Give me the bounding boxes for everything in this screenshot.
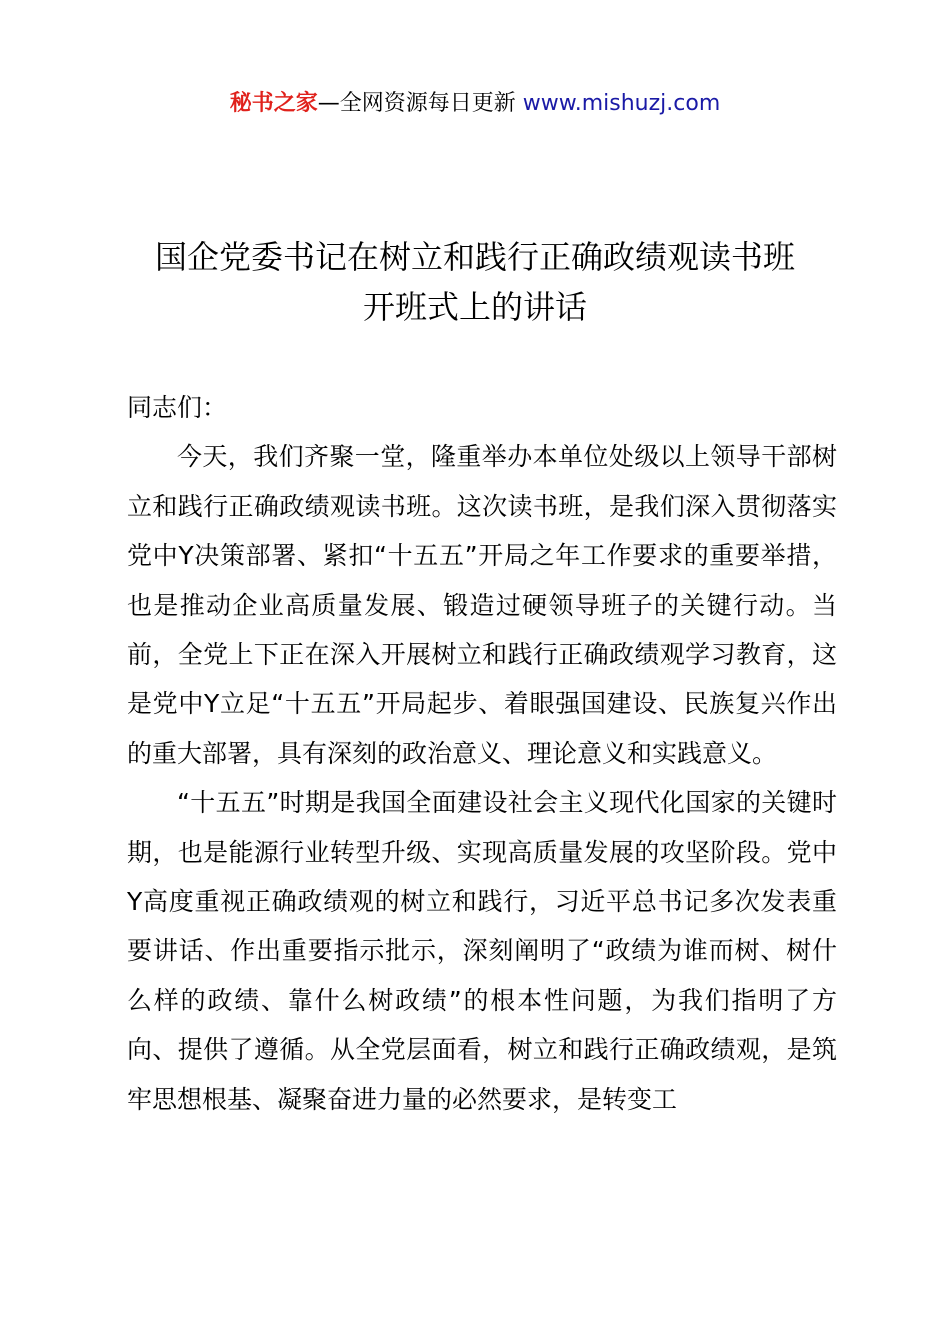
salutation: 同志们： [127, 393, 228, 422]
paragraph: “十五五”时期是我国全面建设社会主义现代化国家的关键时期，也是能源行业转型升级、实现高质量发展的攻坚阶段。党中Y高度重视正确政绩观的树立和践行，习近平总书记多次发表重要讲话、作出重要指示批示，深刻阐明了“政绩为谁而树、树什么样的政绩、靠什么树政绩”的根本性问题，为我们指明了方向、提供了遵循。从全党层面看，树立和践行正确政绩观，是筑牢思想根基、凝聚奋进力量的必然要求，是转变工 [127, 788, 837, 1114]
site-tagline: —全网资源每日更新 [317, 91, 523, 116]
document-title [100, 232, 850, 332]
site-url-link[interactable]: www.mishuzj.com [522, 91, 721, 116]
paragraph: 今天，我们齐聚一堂，隆重举办本单位处级以上领导干部树立和践行正确政绩观读书班。这次读书班，是我们深入贯彻落实党中Y决策部署、紧扣“十五五”开局之年工作要求的重要举措，也是推动企业高质量发展、锻造过硬领导班子的关键行动。当前，全党上下正在深入开展树立和践行正确政绩观学习教育，这是党中Y立足“十五五”开局起步、着眼强国建设、民族复兴作出的重大部署，具有深刻的政治意义、理论意义和实践意义。 [127, 442, 837, 768]
title-line-1: 国企党委书记在树立和践行正确政绩观读书班 [154, 238, 795, 276]
site-brand: 秘书之家 [229, 91, 318, 116]
document-body [127, 383, 837, 1124]
site-header [0, 86, 950, 122]
title-line-2: 开班式上的讲话 [362, 288, 587, 326]
